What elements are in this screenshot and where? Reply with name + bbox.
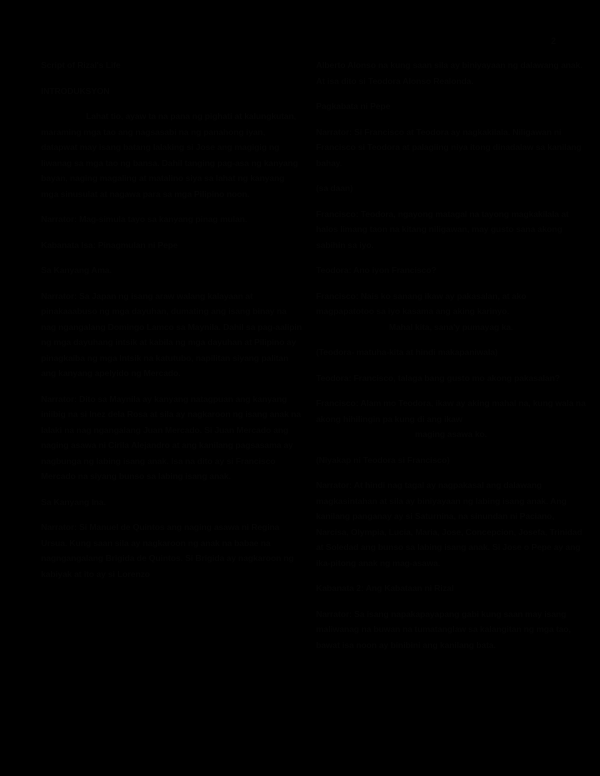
dialogue-text-centered: Mahal kita, sana'y pumayag ka. xyxy=(388,321,514,332)
chapter-heading: Kabanata Isa: Pinagmulan ni Pepe xyxy=(41,239,178,250)
paragraph: Narrator: Si Manuel de Quintos ang naging asawa ni Regina Ursua. Kung saan sila ay nagkaroon ng anak na babae na nagngangalang Brigida de Quintos. Si Brigida ay nagkaroon ng kabiyak at ito ay si Lorenzo xyxy=(41,522,294,579)
paragraph: Narrator: Sa Japan ng isang araw walang kalayaan at pinakaaabuso ng mga dayuhan, dumating ang isang binay na nag ngangalang Domingo Lamco sa Maynila. Dahil sa pag-aalipin ng mga dayuhang intsik at kabila ng mga dayuhan at Pilipino ay pinagkaiba ng mga Intsik na katutubo, napilitan siyang palitan ang kanyang apelyido ng Mercado. xyxy=(41,290,302,378)
chapter-heading: Kabanata 2: Ang Kabataan ni Rizal xyxy=(316,583,454,593)
narrator-line: Narrator: Mag-simula tayo sa kanyang pinag mulan. xyxy=(41,214,248,224)
page-number: 2 xyxy=(551,36,557,46)
paragraph: Narrator: Sa isang napakapayapang gabi kung saan may isang maliwanag na buwan na tumatanglaw sa kalangitan ng mga tao, bawat isa noon ay binibini ang kanilang bata. xyxy=(316,608,571,650)
dialogue xyxy=(316,289,586,336)
subheading-father: Sa Kanyang Ama. xyxy=(41,265,112,275)
chapter-heading: Pagkabata ni Pepe xyxy=(316,101,391,111)
dialogue-text: Francisco: Nais ko sanang ikaw ay pakasalan, at ako magpapatotoo sa iyo kasama ang aking karinyo. xyxy=(316,290,527,316)
stage-direction: (Teodora- matuha-kita at hindi makapaniwala) xyxy=(316,347,498,357)
stage-direction: (Niyakap ni Teodora si Francisco) xyxy=(316,454,450,465)
dialogue xyxy=(316,396,586,443)
intro-paragraph: Lahat tio, ayaw ta na pana ng pighati at kalungkutan, maraming mga tao ang nagsasabi na ng panahong iyan, datapwat may isang batang lalaking si Jose ang magigig ng liwanag sa mga tao ng bansa. Dahil tanging pag-asa ng kanyang bayan, naging magaling at matalino siya sa lahat ng kanyang mga sinusulat at nagawa para sa mga Pilipino noon. xyxy=(41,111,299,199)
dialogue: Teodora: Ano iyon Francisco? xyxy=(316,265,437,275)
dialogue-text: Francisco: Alam mo Teodora, ikaw ay aking mahal na, kung wala na akong hihilingin pa kung di ang ikaw xyxy=(316,398,586,424)
paragraph: Alberto Alonso na kung saan sila ay biniyayaan ng dalawang anak. At isa dito si Teodora Alonso Realonda. xyxy=(316,60,583,86)
paragraph: Narrator: Dito sa Maynila ay kanyang natagpuan ang kanyang iniibig na si Inez dela Rosa at sila ay nagkaroon ng isang anak na lalaki na nag ngangalang Juan Mercado. Si Juan Mercado ang naging asawa ni Cirila Alejandro at ang kanilang pagsasama ay nagbunga ng labing isang anak. Isa na dito ay si Francisco Mercado na siyang bunso sa labing isang anak. xyxy=(41,393,301,481)
right-column xyxy=(316,58,586,663)
dialogue-text-centered: maging asawa ko. xyxy=(415,429,487,439)
paragraph: Narrator: Si Francisco at Teodora ay nagkakilala. Niligawan ni Francisco si Teodora at palagiing niya itong dinadalaw sa kanilang bahay. xyxy=(316,126,582,168)
subheading-mother: Sa Kanyang Ina. xyxy=(41,496,106,507)
paragraph: Narrator: At hindi nag tagal ay nagpakasal ang dalawang magkasintahan at sila ay biniyayaan ng labing isang anak. Ang kanilang panganay ay si Saturnina, na sinundan ni Paciano, Narcisa, Olympia, Lucia, Maria, Jose, Concepcion, Josefa, Trinidad at Soledad ang bunso sa labing isang anak. Si Jose o Pepe ay ang ika-pitong anak ng mag-asawa. xyxy=(316,480,583,568)
left-column xyxy=(41,58,303,592)
dialogue: Francisco: Teodora, ngayong matagal na tayong magkakilala at halos limang taon na kitang niligawan, may gusto sana akong sabihin sa iyo. xyxy=(316,208,569,250)
section-title: INTRODUKSYON xyxy=(41,85,110,96)
dialogue: Teodora: Francisco, talaga bang gusto mo akong pakasalan? xyxy=(316,372,560,383)
stage-direction: (sa daan) xyxy=(316,183,353,193)
document-title: Script of Rizal's Life xyxy=(41,60,121,70)
